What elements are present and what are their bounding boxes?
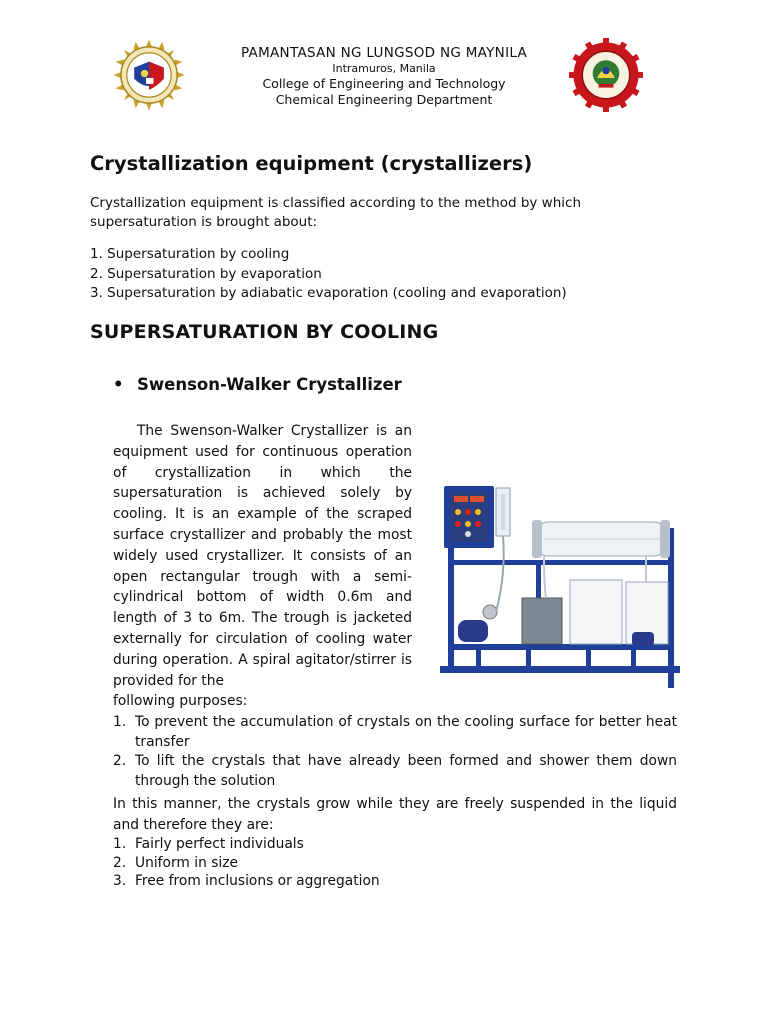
description-main: The Swenson-Walker Crystallizer is an equipment used for continuous operation of crystallization in which the supersaturation is achieved solely by cooling. It is an example of the scraped surface crystallizer and probably the most widely used crystallizer. It consists of an open rectangular trough with a semi-cylindrical bottom of width 0.6m and length of 3 to 6m. The trough is jacketed externally for circulation of cooling water during operation. A spiral agitator/stirrer is provided for the: [113, 423, 412, 689]
list-text: Fairly perfect individuals: [135, 836, 304, 852]
list-number: 1.: [113, 714, 127, 730]
document-header: [200, 45, 568, 108]
list-number: 2.: [113, 854, 127, 871]
list-number: 1.: [113, 836, 127, 852]
list-item: [113, 872, 677, 891]
purposes-list: [113, 713, 677, 791]
list-text: To prevent the accumulation of crystals on the cooling surface for better heat transfer: [135, 714, 677, 750]
list-text: Free from inclusions or aggregation: [135, 873, 380, 889]
subsection-heading: [113, 375, 402, 394]
list-text: Uniform in size: [135, 854, 238, 871]
subsection-title: Swenson-Walker Crystallizer: [137, 375, 402, 394]
intro-paragraph: Crystallization equipment is classified according to the method by which supersaturation is brought about:: [90, 195, 582, 230]
college-seal-icon: [569, 38, 643, 112]
description-paragraph: [113, 421, 412, 712]
list-text: To lift the crystals that have already been formed and shower them down through the solution: [135, 753, 677, 789]
university-seal-icon: [112, 38, 186, 112]
list-item: [113, 713, 677, 752]
list-number: 2.: [113, 753, 127, 769]
list-item: 3. Supersaturation by adiabatic evaporation (cooling and evaporation): [90, 285, 567, 301]
university-location: Intramuros, Manila: [332, 62, 436, 75]
list-item: [113, 854, 677, 873]
university-name: PAMANTASAN NG LUNGSOD NG MAYNILA: [240, 45, 528, 61]
document-title: Crystallization equipment (crystallizers): [90, 152, 533, 175]
college-name: College of Engineering and Technology: [262, 76, 506, 91]
qualities-list: [113, 835, 677, 891]
list-number: 3.: [113, 873, 127, 889]
list-item: 2. Supersaturation by evaporation: [90, 265, 322, 282]
list-item: 1. Supersaturation by cooling: [90, 246, 290, 262]
bullet-icon: •: [113, 375, 124, 394]
supersaturation-methods-list: [90, 245, 567, 304]
description-tail: following purposes:: [113, 693, 248, 710]
department-name: Chemical Engineering Department: [275, 92, 493, 107]
crystallizer-figure: [436, 484, 684, 688]
section-heading: SUPERSATURATION BY COOLING: [90, 321, 439, 343]
list-item: [113, 835, 677, 854]
manner-paragraph: In this manner, the crystals grow while they are freely suspended in the liquid and therefore they are:: [113, 796, 677, 833]
list-item: [113, 752, 677, 791]
